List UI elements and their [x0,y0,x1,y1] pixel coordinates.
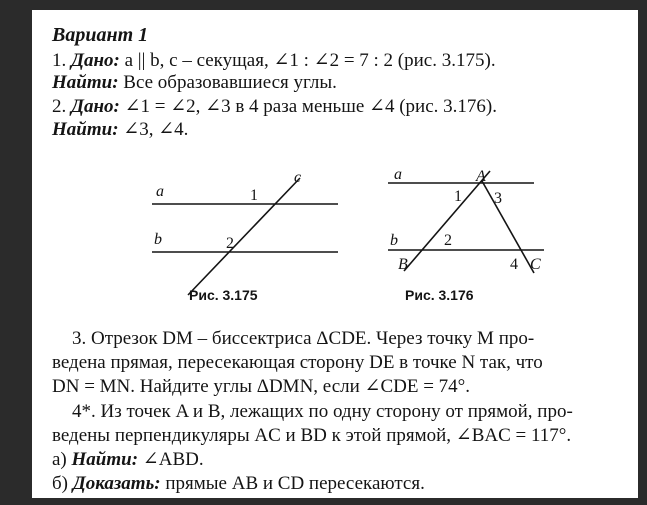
worksheet-page [32,10,638,498]
figure-3-175 [142,170,342,300]
fig1-label-b: b [154,231,162,248]
secant-c [188,178,300,295]
fig1-label-a: a [156,183,164,200]
problem-4-part-b-prefix: б) [52,473,68,494]
fig2-angle-3: 3 [494,190,502,207]
problem-4-part-b [52,473,425,495]
fig2-label-A: A [476,168,486,185]
problem-1-find-text: Все образовавшиеся углы. [123,72,337,93]
problem-1-number: 1. [52,50,67,71]
problem-2-number: 2. [52,96,67,117]
side-ab [404,171,490,271]
fig1-label-c: c [294,169,302,186]
problem-1-given [52,50,496,72]
problem-4-part-a-prefix: а) [52,449,67,470]
problem-1-given-label: Дано: [71,50,120,71]
problem-4-part-a-text: ∠ABD. [142,449,204,470]
fig1-angle-1: 1 [250,187,258,204]
problem-1-given-text: a || b, c – секущая, ∠1 : ∠2 = 7 : 2 (рис. 3.175). [124,50,496,71]
problem-3-line-1: 3. Отрезок DM – биссектриса ΔCDE. Через точку M про- [72,328,535,349]
fig2-label-B: B [398,256,408,273]
fig2-label-a: a [394,166,402,183]
problem-2-find-text: ∠3, ∠4. [123,119,189,140]
figure-3-176-caption: Рис. 3.176 [405,287,474,303]
fig2-angle-2: 2 [444,232,452,249]
variant-title: Вариант 1 [52,24,149,46]
problem-2-find [52,119,188,141]
fig2-angle-1: 1 [454,188,462,205]
side-ac [482,181,534,273]
problem-1-find-label: Найти: [52,72,119,93]
fig2-label-C: C [530,256,541,273]
problem-2-given-text: ∠1 = ∠2, ∠3 в 4 раза меньше ∠4 (рис. 3.176). [124,96,497,117]
problem-2-find-label: Найти: [52,119,119,140]
figure-3-176 [372,163,572,293]
problem-4-line-2: ведены перпендикуляры AC и BD к этой прямой, ∠BAC = 117°. [52,425,572,446]
problem-2-given [52,96,497,118]
problem-1-find [52,72,337,94]
fig2-label-b: b [390,232,398,249]
problem-3-line-3: DN = MN. Найдите углы ΔDMN, если ∠CDE = 74°. [52,376,471,397]
problem-4-line-1: 4*. Из точек A и B, лежащих по одну сторону от прямой, про- [72,401,573,422]
problem-4-part-b-label: Доказать: [72,473,161,494]
problem-4-part-a-label: Найти: [71,449,139,470]
figure-3-175-caption: Рис. 3.175 [189,287,258,303]
fig2-angle-4: 4 [510,256,518,273]
problem-3-line-2: ведена прямая, пересекающая сторону DE в точке N так, что [52,352,543,373]
problem-2-given-label: Дано: [71,96,120,117]
problem-4-part-b-text: прямые AB и CD пересекаются. [165,473,425,494]
problem-4-part-a [52,449,204,471]
fig1-angle-2: 2 [226,235,234,252]
